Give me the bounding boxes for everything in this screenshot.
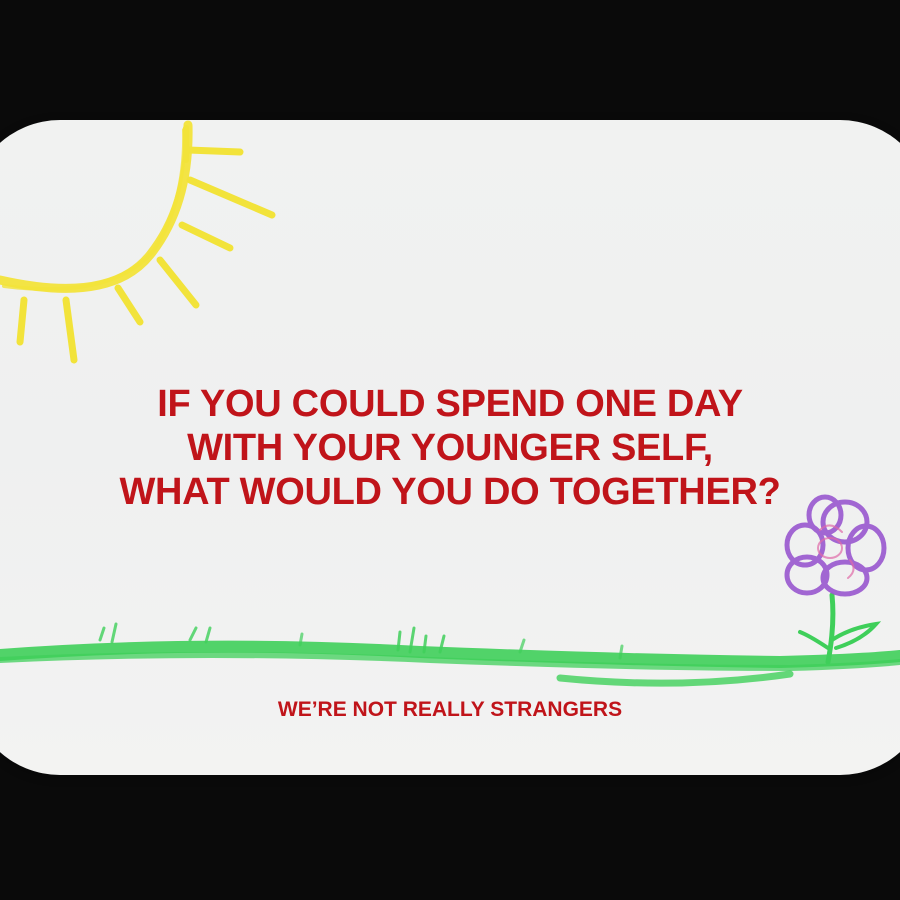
question-text [0,382,900,514]
question-line-2: WITH YOUR YOUNGER SELF, [187,427,713,469]
question-line-3: WHAT WOULD YOU DO TOGETHER? [119,471,781,513]
crayon-flower-icon [787,497,884,662]
brand-footer: WE’RE NOT REALLY STRANGERS [277,698,623,721]
crayon-grass-drawing [0,624,900,683]
crayon-sun-icon [0,125,272,360]
question-line-1: IF YOU COULD SPEND ONE DAY [157,383,743,425]
